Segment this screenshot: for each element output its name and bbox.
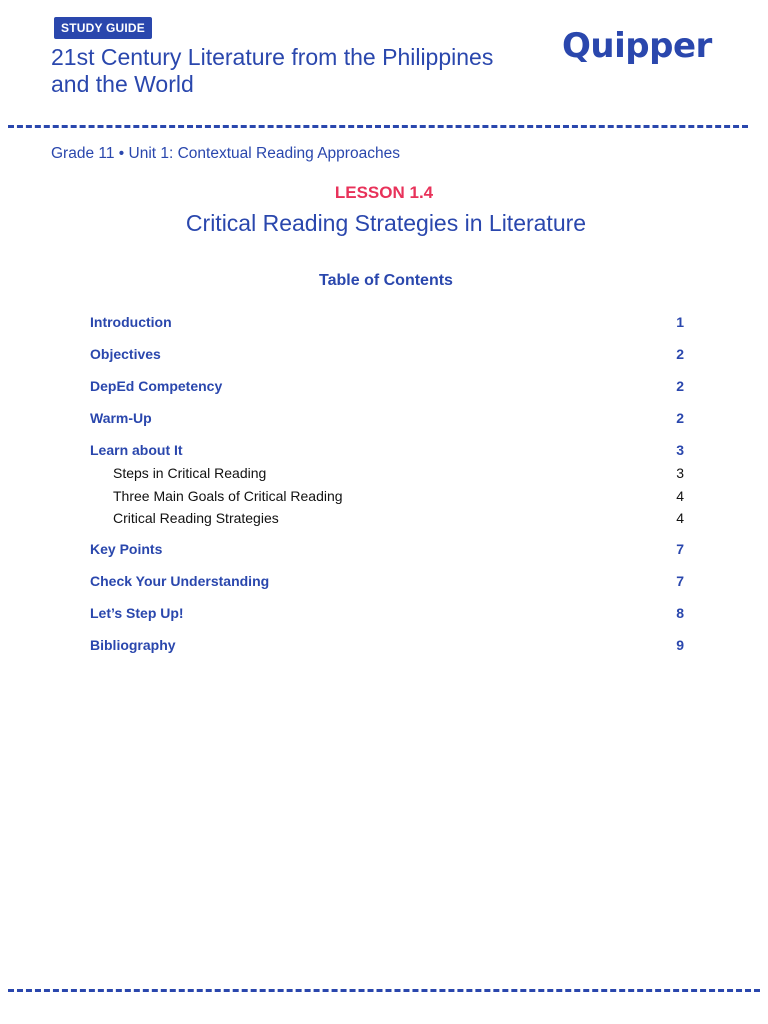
toc-entry-label: Warm-Up	[90, 410, 152, 426]
toc-entry-page: 4	[676, 510, 684, 526]
toc-entry-label: Steps in Critical Reading	[113, 465, 267, 481]
course-title	[51, 44, 551, 98]
toc-entry-page: 2	[676, 346, 684, 362]
toc-entry-label: DepEd Competency	[90, 378, 223, 394]
toc-entry-page: 3	[676, 465, 684, 481]
toc-entry-label: Critical Reading Strategies	[113, 510, 279, 526]
course-title-line-2: and the World	[51, 71, 194, 97]
toc-entry-label: Let’s Step Up!	[90, 605, 184, 621]
toc-entry-page: 9	[676, 637, 684, 653]
toc-entry-label: Key Points	[90, 541, 163, 557]
toc-entry-lets-step-up[interactable]	[90, 603, 684, 623]
quipper-logo: Quipper	[562, 26, 712, 66]
lesson-number: LESSON 1.4	[334, 183, 434, 202]
breadcrumb: Grade 11 • Unit 1: Contextual Reading Approaches	[51, 145, 400, 162]
toc-entry-label: Learn about It	[90, 442, 183, 458]
course-title-line-1: 21st Century Literature from the Philippines	[51, 44, 494, 70]
toc-entry-deped-competency[interactable]	[90, 376, 684, 396]
top-divider	[8, 125, 748, 128]
toc-subentry-strategies[interactable]	[90, 508, 684, 528]
toc-entry-page: 8	[676, 605, 684, 621]
bottom-divider	[8, 989, 760, 992]
toc-entry-page: 7	[676, 573, 684, 589]
toc-entry-label: Introduction	[90, 314, 172, 330]
lesson-title: Critical Reading Strategies in Literature	[185, 210, 587, 236]
toc-entry-page: 2	[676, 410, 684, 426]
toc-entry-bibliography[interactable]	[90, 635, 684, 655]
toc-entry-introduction[interactable]	[90, 312, 684, 332]
toc-heading: Table of Contents	[319, 272, 453, 289]
toc-entry-check-understanding[interactable]	[90, 571, 684, 591]
toc-entry-page: 7	[676, 541, 684, 557]
toc-entry-warm-up[interactable]	[90, 408, 684, 428]
toc-entry-objectives[interactable]	[90, 344, 684, 364]
toc-entry-label: Check Your Understanding	[90, 573, 270, 589]
study-guide-badge: STUDY GUIDE	[54, 17, 152, 39]
toc-entry-key-points[interactable]	[90, 539, 684, 559]
toc-entry-label: Bibliography	[90, 637, 176, 653]
toc-entry-label: Three Main Goals of Critical Reading	[113, 488, 343, 504]
toc-entry-page: 2	[676, 378, 684, 394]
toc-entry-learn-about-it[interactable]	[90, 440, 684, 460]
toc-entry-page: 1	[676, 314, 684, 330]
toc-entry-page: 4	[676, 488, 684, 504]
toc-subentry-steps[interactable]	[90, 463, 684, 483]
toc-subentry-goals[interactable]	[90, 486, 684, 506]
toc-entry-label: Objectives	[90, 346, 161, 362]
toc-entry-page: 3	[676, 442, 684, 458]
